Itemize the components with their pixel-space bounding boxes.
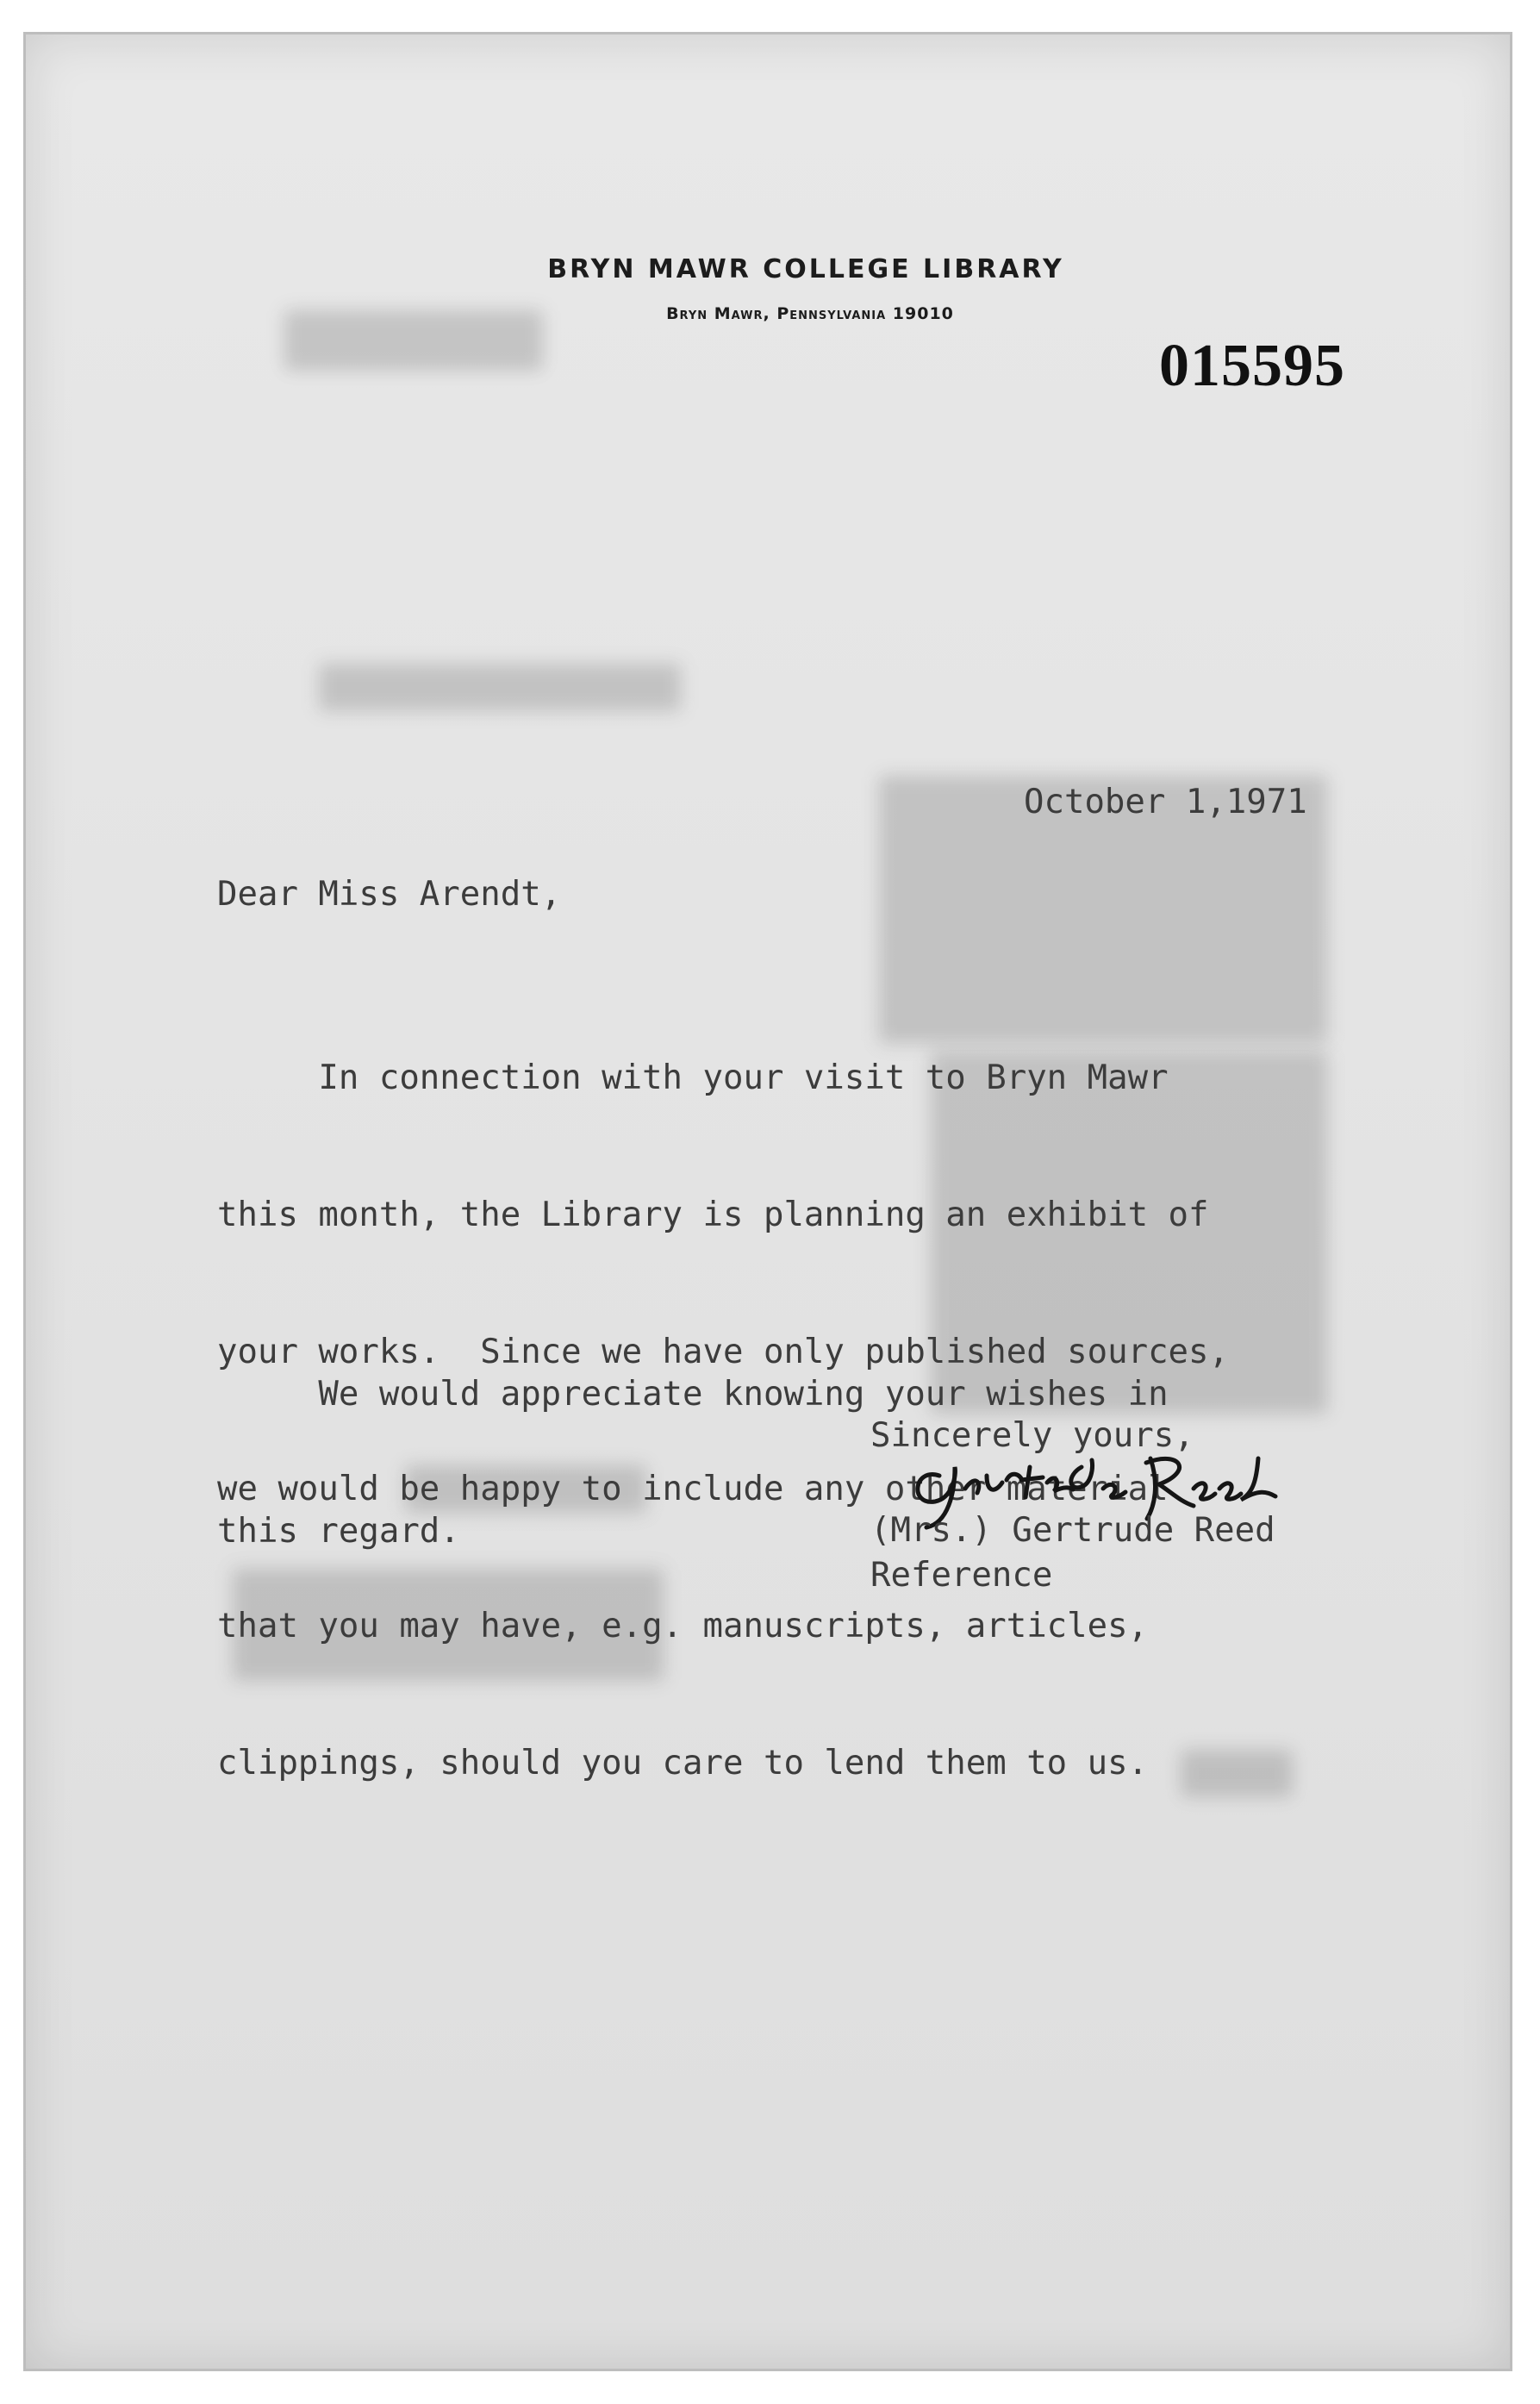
body-line: this month, the Library is planning an exhibit of	[217, 1196, 1209, 1234]
signer-name: (Mrs.) Gertrude Reed	[870, 1511, 1275, 1550]
body-line: this regard.	[217, 1512, 460, 1551]
body-line: we would be happy to include any other material	[217, 1470, 1169, 1508]
letterhead-title: BRYN MAWR COLLEGE LIBRARY	[547, 254, 1064, 284]
body-line: clippings, should you care to lend them to us.	[217, 1744, 1149, 1783]
show-through-date	[319, 664, 681, 711]
body-line: In connection with your visit to Bryn Mawr	[217, 1058, 1169, 1097]
letter-date: October 1,1971	[1024, 783, 1307, 821]
salutation: Dear Miss Arendt,	[217, 875, 562, 914]
body-line: your works. Since we have only published sources,	[217, 1333, 1229, 1371]
complimentary-close: Sincerely yours,	[870, 1416, 1194, 1455]
letterhead-address: Bryn Mawr, Pennsylvania 19010	[666, 304, 954, 323]
letter-sheet	[26, 34, 1510, 2369]
document-number-stamp: 015595	[1159, 333, 1345, 399]
body-line: We would appreciate knowing your wishes in	[217, 1375, 1169, 1414]
signer-title: Reference	[870, 1556, 1053, 1595]
show-through-number	[284, 310, 543, 371]
signature-surname-stroke	[1146, 1458, 1275, 1519]
body-line: that you may have, e.g. manuscripts, articles,	[217, 1607, 1149, 1645]
